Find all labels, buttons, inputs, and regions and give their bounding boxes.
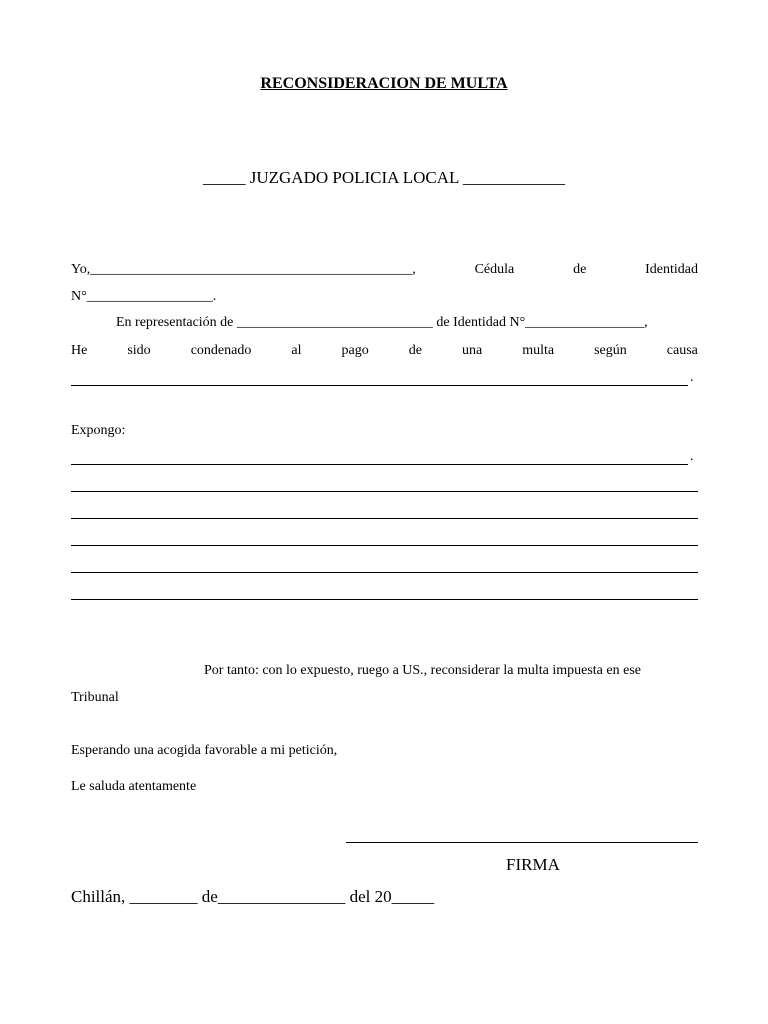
representation-line[interactable]: En representación de ____________________________ de Identidad N°_________________,: [116, 315, 648, 330]
court-heading: _____ JUZGADO POLICIA LOCAL ____________: [202, 168, 566, 187]
word: condenado: [190, 343, 252, 358]
condemned-line: [71, 343, 698, 359]
por-tanto-paragraph: Por tanto: con lo expuesto, ruego a US., reconsiderar la multa impuesta en ese: [204, 663, 641, 678]
signature-line[interactable]: [346, 842, 698, 843]
expongo-line-2[interactable]: [71, 491, 698, 492]
identidad-word: Identidad: [645, 262, 698, 277]
word: causa: [666, 343, 698, 358]
expongo-line-6[interactable]: [71, 599, 698, 600]
word: una: [461, 343, 483, 358]
word: multa: [522, 343, 555, 358]
cause-field-dot: .: [690, 370, 694, 385]
word: sido: [127, 343, 151, 358]
expongo-line-1-dot: .: [690, 449, 694, 464]
document-title: RECONSIDERACION DE MULTA: [260, 75, 508, 92]
word: pago: [341, 343, 369, 358]
expongo-line-1[interactable]: [71, 464, 688, 465]
word: de: [408, 343, 422, 358]
identity-line: [71, 262, 698, 278]
saluda-text: Le saluda atentamente: [71, 779, 197, 794]
id-number-field[interactable]: N°__________________.: [71, 289, 217, 304]
cause-field-line[interactable]: [71, 385, 688, 386]
expongo-line-5[interactable]: [71, 572, 698, 573]
expongo-label: Expongo:: [71, 423, 126, 438]
cedula-word: Cédula: [474, 262, 515, 277]
word: He: [71, 343, 88, 358]
tribunal-text: Tribunal: [71, 690, 119, 705]
yo-field[interactable]: Yo,______________________________________________,: [71, 262, 416, 277]
expongo-line-4[interactable]: [71, 545, 698, 546]
word: según: [594, 343, 627, 358]
word: al: [291, 343, 302, 358]
date-line[interactable]: Chillán, ________ de_______________ del 20_____: [71, 887, 435, 906]
esperando-text: Esperando una acogida favorable a mi petición,: [71, 743, 338, 758]
firma-label: FIRMA: [506, 855, 560, 874]
de-word: de: [573, 262, 587, 277]
expongo-line-3[interactable]: [71, 518, 698, 519]
